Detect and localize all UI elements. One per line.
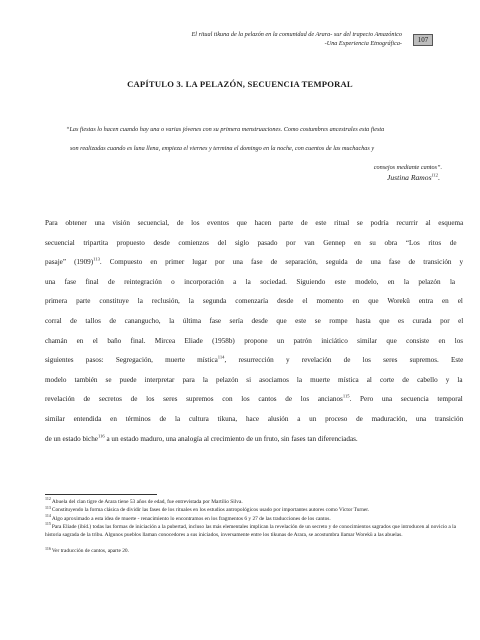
running-header-subtitle: -Una Experiencia Etnográfica- [324, 40, 402, 47]
running-header [150, 30, 402, 48]
epigraph-line: son realizadas cuando es luna llena, empieza el viernes y termina el domingo en la noche, con cuentos de las muchachas y [70, 145, 375, 152]
epigraph [60, 120, 460, 177]
running-header-title: El ritual tikuna de la pelazón en la comunidad de Arara- sur del trapecio Amazónico [191, 31, 402, 38]
footnote-ref: 116 [97, 433, 105, 439]
paragraph-line: de un estado biche$^{116}$ a un estado maduro, una analogía al crecimiento de un fruto, sin fases tan diferenciadas. [45, 433, 358, 443]
footnote-ref: 114 [217, 354, 225, 360]
paragraph-line: revelación de secretos de los seres supremos con los cantos de los ancianos$^{115}$. Pero una secuencia temporal [45, 393, 463, 404]
footnote-ref: 113 [93, 256, 100, 262]
body-paragraph [45, 214, 463, 449]
paragraph-line: modelo también se puede interpretar para la pelazón si asociamos la muerte mística al corte de cabello y la [45, 375, 463, 384]
footnote: $^{113}$Constituyendo la forma clásica de dividir las fases de los rituales en los estudios antropológicos usado por importantes autores como Victor Turner. [45, 504, 370, 514]
epigraph-line: consejos mediante cantos”. [373, 164, 442, 171]
paragraph-line: pasaje” $(1909)^{113}$. Compuesto en primer lugar por una fase de separación, seguida de una fase de transición y [45, 256, 464, 267]
footnote: $^{115}$Para Eliade (ibíd.) todas las formas de iniciación a la pubertad, incluso las más elementales implican la revelación de un secreto y de conocimientos sagrados que introducen al novicio a la historia sagrada de la tribu. Algunos pueblos llaman conocedores a sus iniciados, inversamente entre los tikunas de Arara, se acostumbra llamar Worekü a las abuelas. [45, 521, 457, 539]
paragraph-line: una fase final de reintegración o incorporación a la sociedad. Siguiendo este modelo, en la pelazón la [45, 277, 456, 286]
footnote-separator [45, 494, 157, 495]
epigraph-author-name: Justina Ramos [387, 173, 432, 182]
footnote: $^{112}$Abuela del clan tigre de Arara tiene 53 años de edad, fue entrevistada por Martilio Silva. [45, 496, 243, 505]
chapter-title: CAPÍTULO 3. LA PELAZÓN, SECUENCIA TEMPORAL [127, 79, 353, 89]
paragraph-line: corral de tallos de canangucho, la última fase sería desde que este se rompe hasta que es curada por el [45, 316, 464, 325]
footnotes [45, 498, 465, 556]
footnote: $^{116}$Ver traducción de cantos, aparte 20. [45, 545, 129, 555]
paragraph-line: primera parte constituye la reclusión, la segunda comenzaría desde el momento en que Worekü entra en el [45, 297, 463, 306]
epigraph-line: “Las fiestas lo hacen cuando hay una o varias jóvenes con su primera menstruaciones. Como costumbres ancestrales esta fiesta [66, 126, 385, 133]
paragraph-line: chamán en el baño final. Mircea Eliade (1958b) propone un patrón iniciático similar que consiste en los [45, 336, 464, 345]
paragraph-line: secuencial tripartita propuesto desde comienzos del siglo pasado por van Gennep en su obra “Los ritos de [45, 238, 457, 247]
paragraph-line: siguientes pasos: Segregación, muerte mística$^{114}$, resurrección y revelación de los seres supremos. Este [45, 354, 464, 365]
footnote-ref: 115 [342, 393, 350, 399]
footnote: $^{114}$Algo aproximado a esta idea de muerte - renacimiento lo encontramos en los fragmentos 6 y 27 de las traducciones de los cantos. [45, 512, 331, 522]
page-number: 107 [413, 34, 433, 46]
epigraph-author: Justina Ramos$^{112}$. [387, 172, 440, 182]
paragraph-line: Para obtener una visión secuencial, de los eventos que hacen parte de este ritual se podría recurrir al esquema [45, 219, 464, 227]
footnote-ref: 112 [431, 172, 439, 178]
paragraph-line: similar entendida en términos de la cultura tikuna, hace alusión a un proceso de maduración, una transición [45, 414, 464, 423]
